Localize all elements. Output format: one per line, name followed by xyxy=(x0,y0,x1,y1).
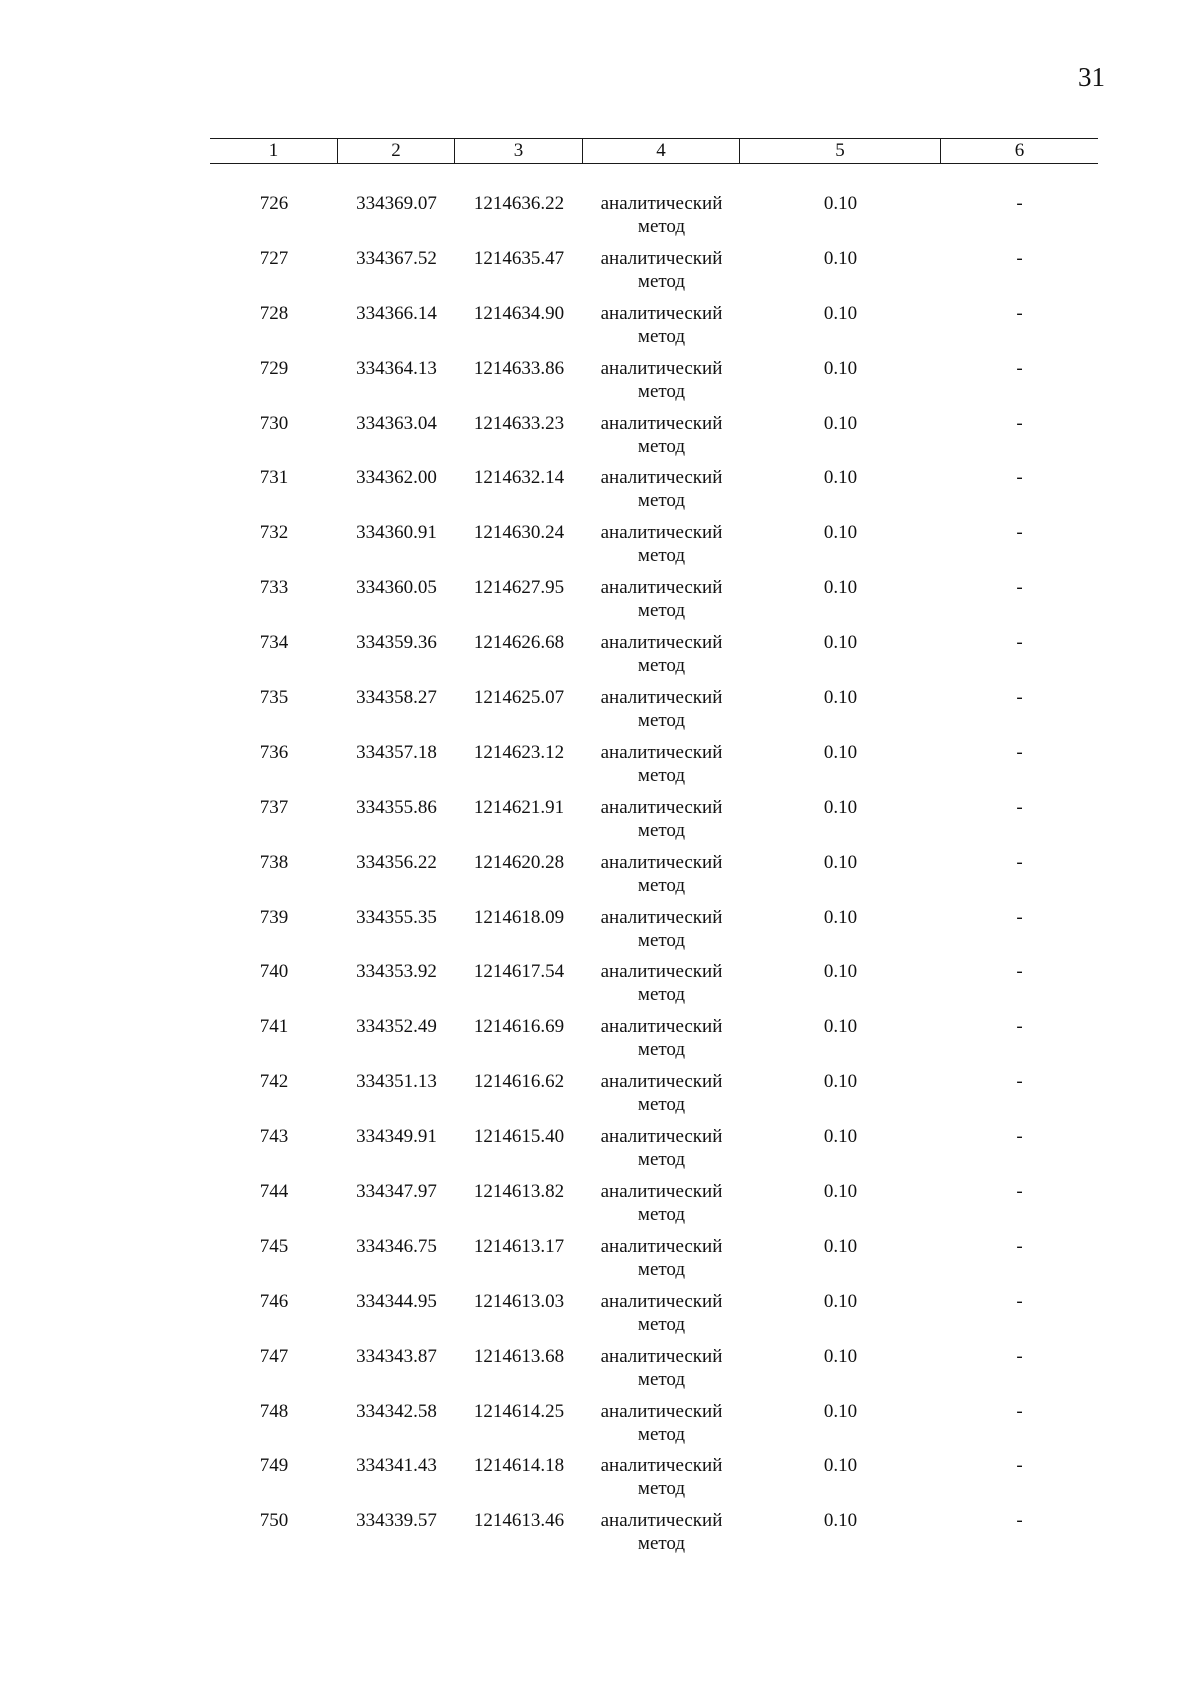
note-value: - xyxy=(1016,1235,1023,1257)
accuracy-value: 0.10 xyxy=(823,1235,858,1257)
method-cell xyxy=(583,1400,740,1455)
column-header-3: 3 xyxy=(455,139,583,163)
y-coordinate: 1214620.28 xyxy=(473,851,565,873)
note-value: - xyxy=(1016,1016,1023,1038)
x-coordinate: 334351.13 xyxy=(356,1071,437,1093)
method-cell xyxy=(583,1235,740,1290)
method-line-2: метод xyxy=(637,490,686,512)
y-coordinate: 1214616.62 xyxy=(473,1071,565,1093)
y-coordinate: 1214630.24 xyxy=(473,522,565,544)
method-line-2: метод xyxy=(637,1039,686,1061)
column-header-4: 4 xyxy=(583,139,740,163)
table-row xyxy=(210,906,1098,961)
method-line-1: аналитический xyxy=(600,247,723,269)
x-coordinate: 334344.95 xyxy=(356,1290,437,1312)
note-value: - xyxy=(1016,796,1023,818)
table-row xyxy=(210,686,1098,741)
note-value: - xyxy=(1016,961,1023,983)
x-coordinate: 334359.36 xyxy=(356,632,437,654)
method-line-1: аналитический xyxy=(600,906,723,928)
method-line-1: аналитический xyxy=(600,1345,723,1367)
x-coordinate: 334353.92 xyxy=(356,961,437,983)
x-coordinate: 334346.75 xyxy=(356,1235,437,1257)
table-row xyxy=(210,851,1098,906)
method-cell xyxy=(583,1180,740,1235)
point-number: 743 xyxy=(259,1126,289,1148)
method-line-2: метод xyxy=(637,1258,686,1280)
point-number: 746 xyxy=(259,1290,289,1312)
accuracy-value: 0.10 xyxy=(823,302,858,324)
note-value: - xyxy=(1016,1400,1023,1422)
note-value: - xyxy=(1016,193,1023,214)
x-coordinate: 334360.91 xyxy=(356,522,437,544)
point-number: 750 xyxy=(259,1510,289,1532)
note-value: - xyxy=(1016,302,1023,324)
method-line-1: аналитический xyxy=(600,1181,723,1203)
table-row xyxy=(210,631,1098,686)
method-line-2: метод xyxy=(637,929,686,951)
method-cell xyxy=(583,302,740,357)
accuracy-value: 0.10 xyxy=(823,577,858,599)
y-coordinate: 1214613.68 xyxy=(473,1345,565,1367)
method-line-1: аналитический xyxy=(600,741,723,763)
accuracy-value: 0.10 xyxy=(823,687,858,709)
note-value: - xyxy=(1016,1181,1023,1203)
method-line-2: метод xyxy=(637,984,686,1006)
note-value: - xyxy=(1016,357,1023,379)
method-cell xyxy=(583,1290,740,1345)
y-coordinate: 1214614.25 xyxy=(473,1400,565,1422)
method-cell xyxy=(583,1125,740,1180)
method-line-1: аналитический xyxy=(600,1290,723,1312)
method-line-1: аналитический xyxy=(600,796,723,818)
point-number: 728 xyxy=(259,302,289,324)
table-row xyxy=(210,960,1098,1015)
method-line-1: аналитический xyxy=(600,961,723,983)
point-number: 738 xyxy=(259,851,289,873)
table-row xyxy=(210,1180,1098,1235)
accuracy-value: 0.10 xyxy=(823,1071,858,1093)
point-number: 733 xyxy=(259,577,289,599)
method-cell xyxy=(583,960,740,1015)
y-coordinate: 1214623.12 xyxy=(473,741,565,763)
method-line-1: аналитический xyxy=(600,467,723,489)
note-value: - xyxy=(1016,1071,1023,1093)
table-row xyxy=(210,1070,1098,1125)
x-coordinate: 334343.87 xyxy=(356,1345,437,1367)
x-coordinate: 334369.07 xyxy=(356,193,437,214)
table-row xyxy=(210,357,1098,412)
x-coordinate: 334347.97 xyxy=(356,1181,437,1203)
method-line-1: аналитический xyxy=(600,522,723,544)
method-line-2: метод xyxy=(637,655,686,677)
y-coordinate: 1214613.82 xyxy=(473,1181,565,1203)
table-row xyxy=(210,796,1098,851)
point-number: 727 xyxy=(259,247,289,269)
point-number: 747 xyxy=(259,1345,289,1367)
x-coordinate: 334366.14 xyxy=(356,302,437,324)
table-row xyxy=(210,466,1098,521)
x-coordinate: 334367.52 xyxy=(356,247,437,269)
note-value: - xyxy=(1016,741,1023,763)
method-line-1: аналитический xyxy=(600,193,723,214)
x-coordinate: 334355.86 xyxy=(356,796,437,818)
note-value: - xyxy=(1016,247,1023,269)
method-cell xyxy=(583,412,740,467)
note-value: - xyxy=(1016,1126,1023,1148)
method-line-2: метод xyxy=(637,600,686,622)
method-line-2: метод xyxy=(637,1094,686,1116)
x-coordinate: 334360.05 xyxy=(356,577,437,599)
note-value: - xyxy=(1016,687,1023,709)
point-number: 729 xyxy=(259,357,289,379)
method-line-2: метод xyxy=(637,1368,686,1390)
method-line-1: аналитический xyxy=(600,1071,723,1093)
accuracy-value: 0.10 xyxy=(823,851,858,873)
method-cell xyxy=(583,796,740,851)
table-row xyxy=(210,1290,1098,1345)
x-coordinate: 334339.57 xyxy=(356,1510,437,1532)
accuracy-value: 0.10 xyxy=(823,247,858,269)
note-value: - xyxy=(1016,1510,1023,1532)
point-number: 731 xyxy=(259,467,289,489)
y-coordinate: 1214633.86 xyxy=(473,357,565,379)
table-row xyxy=(210,1509,1098,1564)
x-coordinate: 334363.04 xyxy=(356,412,437,434)
y-coordinate: 1214635.47 xyxy=(473,247,565,269)
x-coordinate: 334349.91 xyxy=(356,1126,437,1148)
table-row xyxy=(210,1400,1098,1455)
method-line-1: аналитический xyxy=(600,632,723,654)
method-line-1: аналитический xyxy=(600,1126,723,1148)
note-value: - xyxy=(1016,1345,1023,1367)
method-line-1: аналитический xyxy=(600,1510,723,1532)
x-coordinate: 334355.35 xyxy=(356,906,437,928)
method-line-2: метод xyxy=(637,1533,686,1555)
accuracy-value: 0.10 xyxy=(823,1400,858,1422)
point-number: 740 xyxy=(259,961,289,983)
method-line-1: аналитический xyxy=(600,1016,723,1038)
point-number: 737 xyxy=(259,796,289,818)
point-number: 736 xyxy=(259,741,289,763)
x-coordinate: 334357.18 xyxy=(356,741,437,763)
accuracy-value: 0.10 xyxy=(823,1016,858,1038)
method-line-1: аналитический xyxy=(600,302,723,324)
method-line-1: аналитический xyxy=(600,687,723,709)
method-cell xyxy=(583,357,740,412)
y-coordinate: 1214613.17 xyxy=(473,1235,565,1257)
note-value: - xyxy=(1016,1290,1023,1312)
x-coordinate: 334364.13 xyxy=(356,357,437,379)
point-number: 742 xyxy=(259,1071,289,1093)
table-row xyxy=(210,1015,1098,1070)
point-number: 732 xyxy=(259,522,289,544)
method-cell xyxy=(583,1015,740,1070)
point-number: 745 xyxy=(259,1235,289,1257)
point-number: 739 xyxy=(259,906,289,928)
method-line-2: метод xyxy=(637,710,686,732)
accuracy-value: 0.10 xyxy=(823,1126,858,1148)
accuracy-value: 0.10 xyxy=(823,467,858,489)
coordinates-table xyxy=(210,138,1098,1564)
method-cell xyxy=(583,686,740,741)
method-line-2: метод xyxy=(637,545,686,567)
y-coordinate: 1214633.23 xyxy=(473,412,565,434)
table-body xyxy=(210,192,1098,1564)
x-coordinate: 334352.49 xyxy=(356,1016,437,1038)
method-line-1: аналитический xyxy=(600,412,723,434)
accuracy-value: 0.10 xyxy=(823,1181,858,1203)
x-coordinate: 334362.00 xyxy=(356,467,437,489)
point-number: 726 xyxy=(259,193,289,214)
method-line-1: аналитический xyxy=(600,1400,723,1422)
table-row xyxy=(210,1125,1098,1180)
method-line-2: метод xyxy=(637,874,686,896)
x-coordinate: 334342.58 xyxy=(356,1400,437,1422)
method-cell xyxy=(583,631,740,686)
method-line-1: аналитический xyxy=(600,851,723,873)
method-cell xyxy=(583,1454,740,1509)
method-line-2: метод xyxy=(637,1423,686,1445)
y-coordinate: 1214613.46 xyxy=(473,1510,565,1532)
method-line-2: метод xyxy=(637,270,686,292)
accuracy-value: 0.10 xyxy=(823,1455,858,1477)
note-value: - xyxy=(1016,1455,1023,1477)
page-number: 31 xyxy=(1078,62,1105,92)
method-line-2: метод xyxy=(637,764,686,786)
point-number: 734 xyxy=(259,632,289,654)
method-line-2: метод xyxy=(637,819,686,841)
y-coordinate: 1214615.40 xyxy=(473,1126,565,1148)
column-header-2: 2 xyxy=(338,139,455,163)
y-coordinate: 1214613.03 xyxy=(473,1290,565,1312)
accuracy-value: 0.10 xyxy=(823,1290,858,1312)
note-value: - xyxy=(1016,522,1023,544)
table-row xyxy=(210,741,1098,796)
method-line-2: метод xyxy=(637,1478,686,1500)
table-row xyxy=(210,302,1098,357)
y-coordinate: 1214632.14 xyxy=(473,467,565,489)
y-coordinate: 1214614.18 xyxy=(473,1455,565,1477)
point-number: 749 xyxy=(259,1455,289,1477)
accuracy-value: 0.10 xyxy=(823,522,858,544)
method-cell xyxy=(583,466,740,521)
note-value: - xyxy=(1016,467,1023,489)
x-coordinate: 334358.27 xyxy=(356,687,437,709)
accuracy-value: 0.10 xyxy=(823,741,858,763)
method-line-2: метод xyxy=(637,325,686,347)
table-row xyxy=(210,412,1098,467)
table-row xyxy=(210,576,1098,631)
table-row xyxy=(210,521,1098,576)
accuracy-value: 0.10 xyxy=(823,1345,858,1367)
method-line-1: аналитический xyxy=(600,1235,723,1257)
note-value: - xyxy=(1016,906,1023,928)
table-row xyxy=(210,1454,1098,1509)
table-row xyxy=(210,1345,1098,1400)
point-number: 748 xyxy=(259,1400,289,1422)
y-coordinate: 1214621.91 xyxy=(473,796,565,818)
table-row xyxy=(210,192,1098,247)
method-cell xyxy=(583,192,740,247)
method-line-1: аналитический xyxy=(600,357,723,379)
x-coordinate: 334341.43 xyxy=(356,1455,437,1477)
column-header-6: 6 xyxy=(1014,140,1025,161)
accuracy-value: 0.10 xyxy=(823,961,858,983)
method-cell xyxy=(583,1070,740,1125)
method-cell xyxy=(583,741,740,796)
note-value: - xyxy=(1016,632,1023,654)
method-cell xyxy=(583,851,740,906)
accuracy-value: 0.10 xyxy=(823,796,858,818)
note-value: - xyxy=(1016,412,1023,434)
accuracy-value: 0.10 xyxy=(823,906,858,928)
point-number: 735 xyxy=(259,687,289,709)
y-coordinate: 1214625.07 xyxy=(473,687,565,709)
point-number: 744 xyxy=(259,1181,289,1203)
method-cell xyxy=(583,1345,740,1400)
note-value: - xyxy=(1016,577,1023,599)
column-header-5: 5 xyxy=(740,139,941,163)
accuracy-value: 0.10 xyxy=(823,632,858,654)
method-cell xyxy=(583,576,740,631)
method-line-2: метод xyxy=(637,216,686,237)
point-number: 741 xyxy=(259,1016,289,1038)
method-line-2: метод xyxy=(637,1313,686,1335)
point-number: 730 xyxy=(259,412,289,434)
accuracy-value: 0.10 xyxy=(823,412,858,434)
method-cell xyxy=(583,1509,740,1564)
method-cell xyxy=(583,247,740,302)
y-coordinate: 1214636.22 xyxy=(473,193,565,214)
accuracy-value: 0.10 xyxy=(823,357,858,379)
method-cell xyxy=(583,521,740,576)
method-line-2: метод xyxy=(637,1204,686,1226)
y-coordinate: 1214627.95 xyxy=(473,577,565,599)
y-coordinate: 1214634.90 xyxy=(473,302,565,324)
y-coordinate: 1214626.68 xyxy=(473,632,565,654)
table-row xyxy=(210,1235,1098,1290)
method-line-1: аналитический xyxy=(600,577,723,599)
method-line-2: метод xyxy=(637,1149,686,1171)
y-coordinate: 1214618.09 xyxy=(473,906,565,928)
x-coordinate: 334356.22 xyxy=(356,851,437,873)
column-header-1: 1 xyxy=(210,139,338,163)
note-value: - xyxy=(1016,851,1023,873)
method-cell xyxy=(583,906,740,961)
table-header-row xyxy=(210,138,1098,164)
method-line-2: метод xyxy=(637,435,686,457)
y-coordinate: 1214616.69 xyxy=(473,1016,565,1038)
method-line-1: аналитический xyxy=(600,1455,723,1477)
method-line-2: метод xyxy=(637,380,686,402)
y-coordinate: 1214617.54 xyxy=(473,961,565,983)
table-row xyxy=(210,247,1098,302)
accuracy-value: 0.10 xyxy=(823,193,858,214)
accuracy-value: 0.10 xyxy=(823,1510,858,1532)
